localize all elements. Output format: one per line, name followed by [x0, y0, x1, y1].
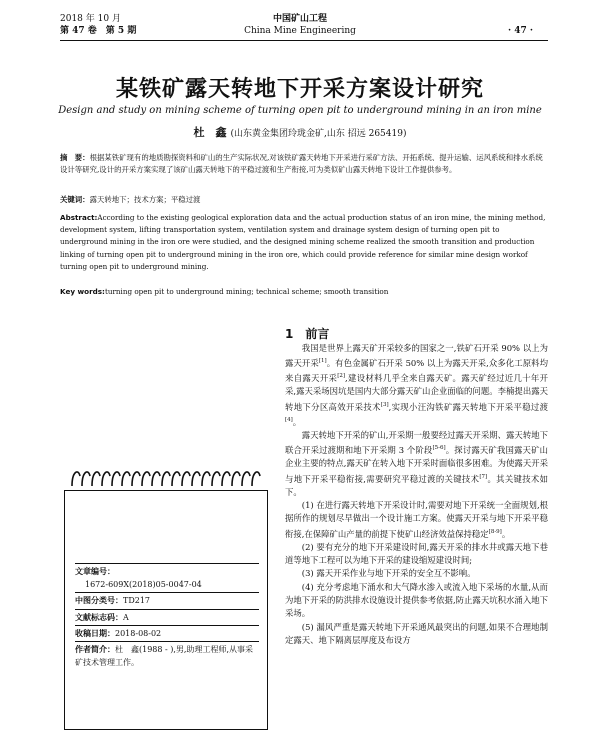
header-journal-en: China Mine Engineering: [244, 26, 356, 36]
abstract-en: [60, 212, 548, 273]
received-label: 收稿日期：: [75, 628, 115, 638]
doc-code: 1672-609X(2018)05-0047-04: [85, 580, 202, 590]
header-date: 2018 年 10 月: [60, 14, 121, 24]
keywords-cn-text: 露天转地下；技术方案；平稳过渡: [89, 195, 201, 204]
paragraph-7: (5) 漏风严重是露天转地下开采通风最突出的问题,如果不合理地制定露天、地下隔离层厚度及布设方: [285, 621, 548, 645]
author-info-label: 作者简介：: [75, 645, 115, 655]
doc-code-label: 文章编号：: [75, 567, 115, 576]
keywords-cn: [60, 194, 548, 206]
info-card: [64, 490, 268, 730]
paragraph-2: 露天转地下开采的矿山,开采期一般要经过露天开采期、露天转地下联合开采过渡期和地下开采期 3 个阶段[5-6]。探讨露天矿我国露天矿山企业主要的特点,露天矿在转入地下开采时面临很多困难。为使露天开采与地下开采平稳衔接,需要研究平稳过渡的关键技术[7]。其关键技术如下。: [285, 429, 549, 497]
keywords-cn-label: 关键词：: [60, 195, 90, 204]
paragraph-6: (4) 充分考虑地下涌水和大气降水渗入或流入地下采场的水量,从而为地下开采的防洪排水设施设计提供参考依据,防止露天坑积水涌入地下采场。: [285, 581, 548, 619]
header-journal-cn: 中国矿山工程: [272, 14, 327, 24]
author-affiliation: (山东黄金集团玲珑金矿,山东 招远 265419): [230, 129, 407, 139]
article-title-en: Design and study on mining scheme of turning open pit to underground mining in an iron mine: [58, 105, 542, 116]
paragraph-5: (3) 露天开采作业与地下开采的安全互不影响。: [301, 568, 476, 579]
author-name: 杜 鑫: [193, 126, 227, 139]
abstract-en-label: Abstract:: [60, 213, 98, 222]
paragraph-3: (1) 在进行露天转地下开采设计时,需要对地下开采统一全面规划,根据所作的规划尽早做出一个设计施工方案。使露天开采与地下开采平稳衔接,在保障矿山产量的前提下使矿山经济效益保持稳定[8-9]。: [285, 500, 548, 539]
paragraph-4: (2) 要有充分的地下开采建设时间,露天开采的排水井或露天地下巷道等地下工程可以为地下开采的建设缩短建设时间;: [285, 541, 548, 566]
section-heading: 1 前言: [285, 327, 330, 341]
received-date: 2018-08-02: [115, 628, 162, 638]
header-rule: [60, 40, 548, 41]
keywords-en-label: Key words:: [60, 287, 105, 296]
abstract-cn-text: 根据某铁矿现有的地质勘探资料和矿山的生产实际状况,对该铁矿露天转地下开采进行采矿方法、开拓系统、提升运输、运风系统和排水系统设计等研究,设计的开采方案实现了该矿山露天转地下的平稳过渡和生产衔接,可为类似矿山露天转地下设计工作提供参考。: [60, 153, 543, 174]
paragraph-1: 我国是世界上露天矿开采较多的国家之一,铁矿石开采 90% 以上为露天开采[1]。有色金属矿石开采 50% 以上为露天开采,众多化工原料均来自露天开采[2],建设材料几乎全来自露天矿。露天矿经过近几十年开采,露天采场因坑是国内大部分露天矿山企业面临的问题。李楠提出露天转地下分区高效开采技术[3],实现小汪沟铁矿露天转地下开采平稳过渡[4]。: [285, 343, 549, 427]
doc-label-value: A: [123, 612, 129, 622]
keywords-en: [60, 286, 548, 298]
article-info-box: [62, 466, 270, 732]
header-page-number: · 47 ·: [508, 26, 534, 36]
author-line: [0, 124, 600, 140]
clc-label: 中图分类号：: [75, 596, 123, 606]
keywords-en-text: turning open pit to underground mining; technical scheme; smooth transition: [104, 287, 389, 296]
doc-label-label: 文献标志码：: [75, 612, 123, 622]
article-title: 某铁矿露天转地下开采方案设计研究: [115, 77, 484, 102]
abstract-cn-label: 摘 要：: [60, 153, 90, 162]
body-column: [285, 342, 548, 647]
author-info: 杜 鑫(1988 - ),男,助理工程师,从事采矿技术管理工作。: [75, 645, 254, 668]
spiral-binding-icon: [68, 466, 264, 488]
header-volume: 第 47 卷 第 5 期: [60, 26, 137, 36]
abstract-cn: [60, 152, 548, 176]
abstract-en-text: According to the existing geological exploration data and the actual production status of an iron mine, the mining method, development system, lifting transportation system, ventilation system and drainage system design of turning open pit to underground mining in the iron ore were studied, and the designed mining scheme realized the smooth transition and production linking of turning open pit to underground mining in the iron ore, which could provide reference for similar mine design workof turning open pit to underground mining.: [60, 213, 546, 271]
clc-value: TD217: [123, 596, 151, 606]
